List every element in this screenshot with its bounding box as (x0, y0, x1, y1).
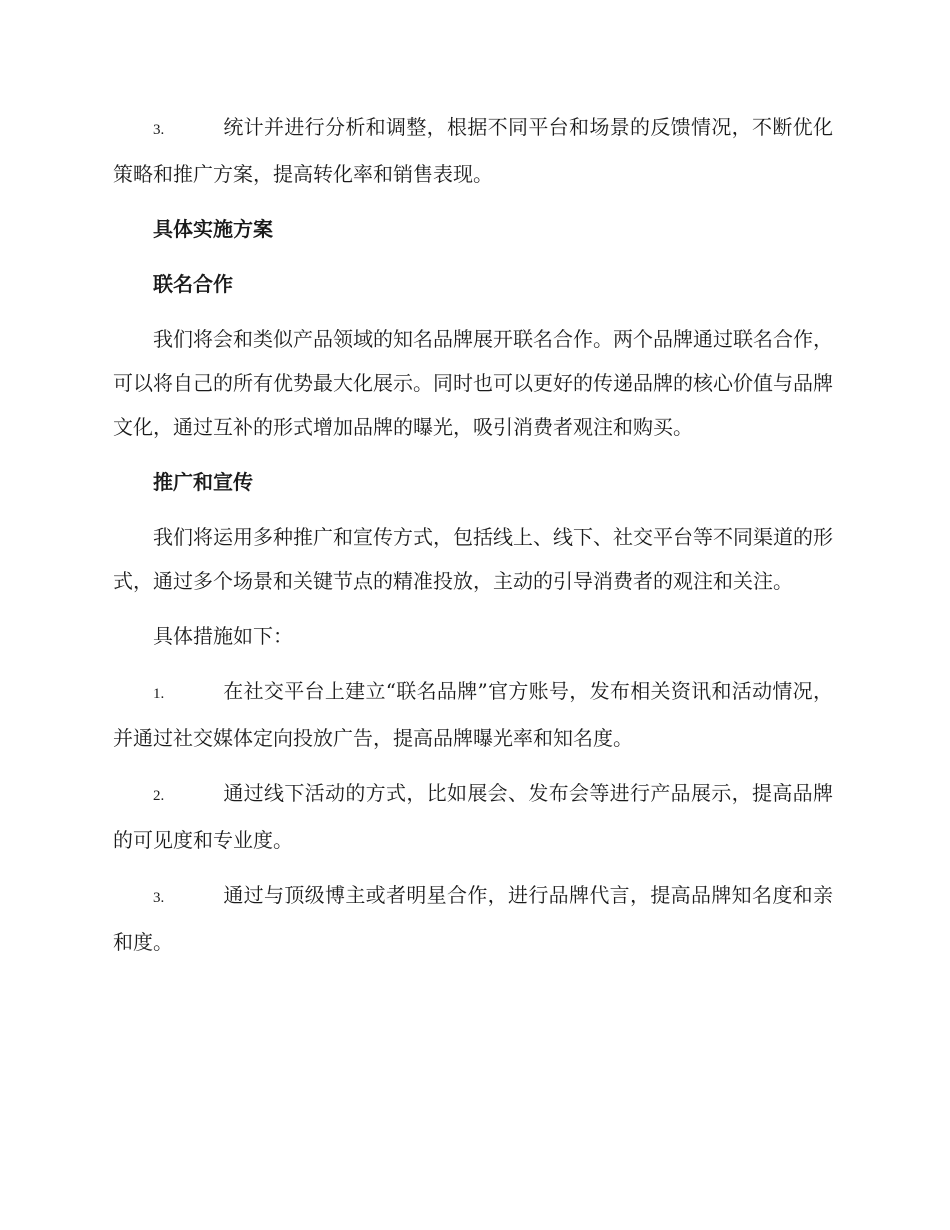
list-text: 在社交平台上建立“联名品牌”官方账号，发布相关资讯和活动情况，并通过社交媒体定向投放广告，提高品牌曝光率和知名度。 (113, 679, 833, 750)
list-text: 通过线下活动的方式，比如展会、发布会等进行产品展示，提高品牌的可见度和专业度。 (113, 781, 833, 852)
list-text: 通过与顶级博主或者明星合作，进行品牌代言，提高品牌知名度和亲和度。 (113, 883, 833, 954)
list-number: 3. (153, 122, 165, 138)
list-item (113, 873, 833, 964)
list-number: 2. (153, 788, 165, 804)
subsection-heading-joint: 联名合作 (153, 272, 233, 296)
list-item (113, 669, 833, 760)
paragraph-promo: 我们将运用多种推广和宣传方式，包括线上、线下、社交平台等不同渠道的形式，通过多个场景和关键节点的精准投放，主动的引导消费者的观注和关注。 (113, 525, 833, 593)
list-item (113, 105, 833, 196)
list-number: 1. (153, 686, 165, 702)
list-text: 统计并进行分析和调整，根据不同平台和场景的反馈情况，不断优化策略和推广方案，提高转化率和销售表现。 (113, 115, 833, 186)
measures-intro: 具体措施如下： (153, 624, 293, 648)
paragraph-joint: 我们将会和类似产品领域的知名品牌展开联名合作。两个品牌通过联名合作，可以将自己的所有优势最大化展示。同时也可以更好的传递品牌的核心价值与品牌文化，通过互补的形式增加品牌的曝光，吸引消费者观注和购买。 (113, 327, 833, 439)
list-item (113, 771, 833, 862)
subsection-heading-promo: 推广和宣传 (153, 470, 253, 494)
document-page (113, 105, 833, 975)
list-number: 3. (153, 890, 165, 906)
section-heading: 具体实施方案 (153, 217, 273, 241)
